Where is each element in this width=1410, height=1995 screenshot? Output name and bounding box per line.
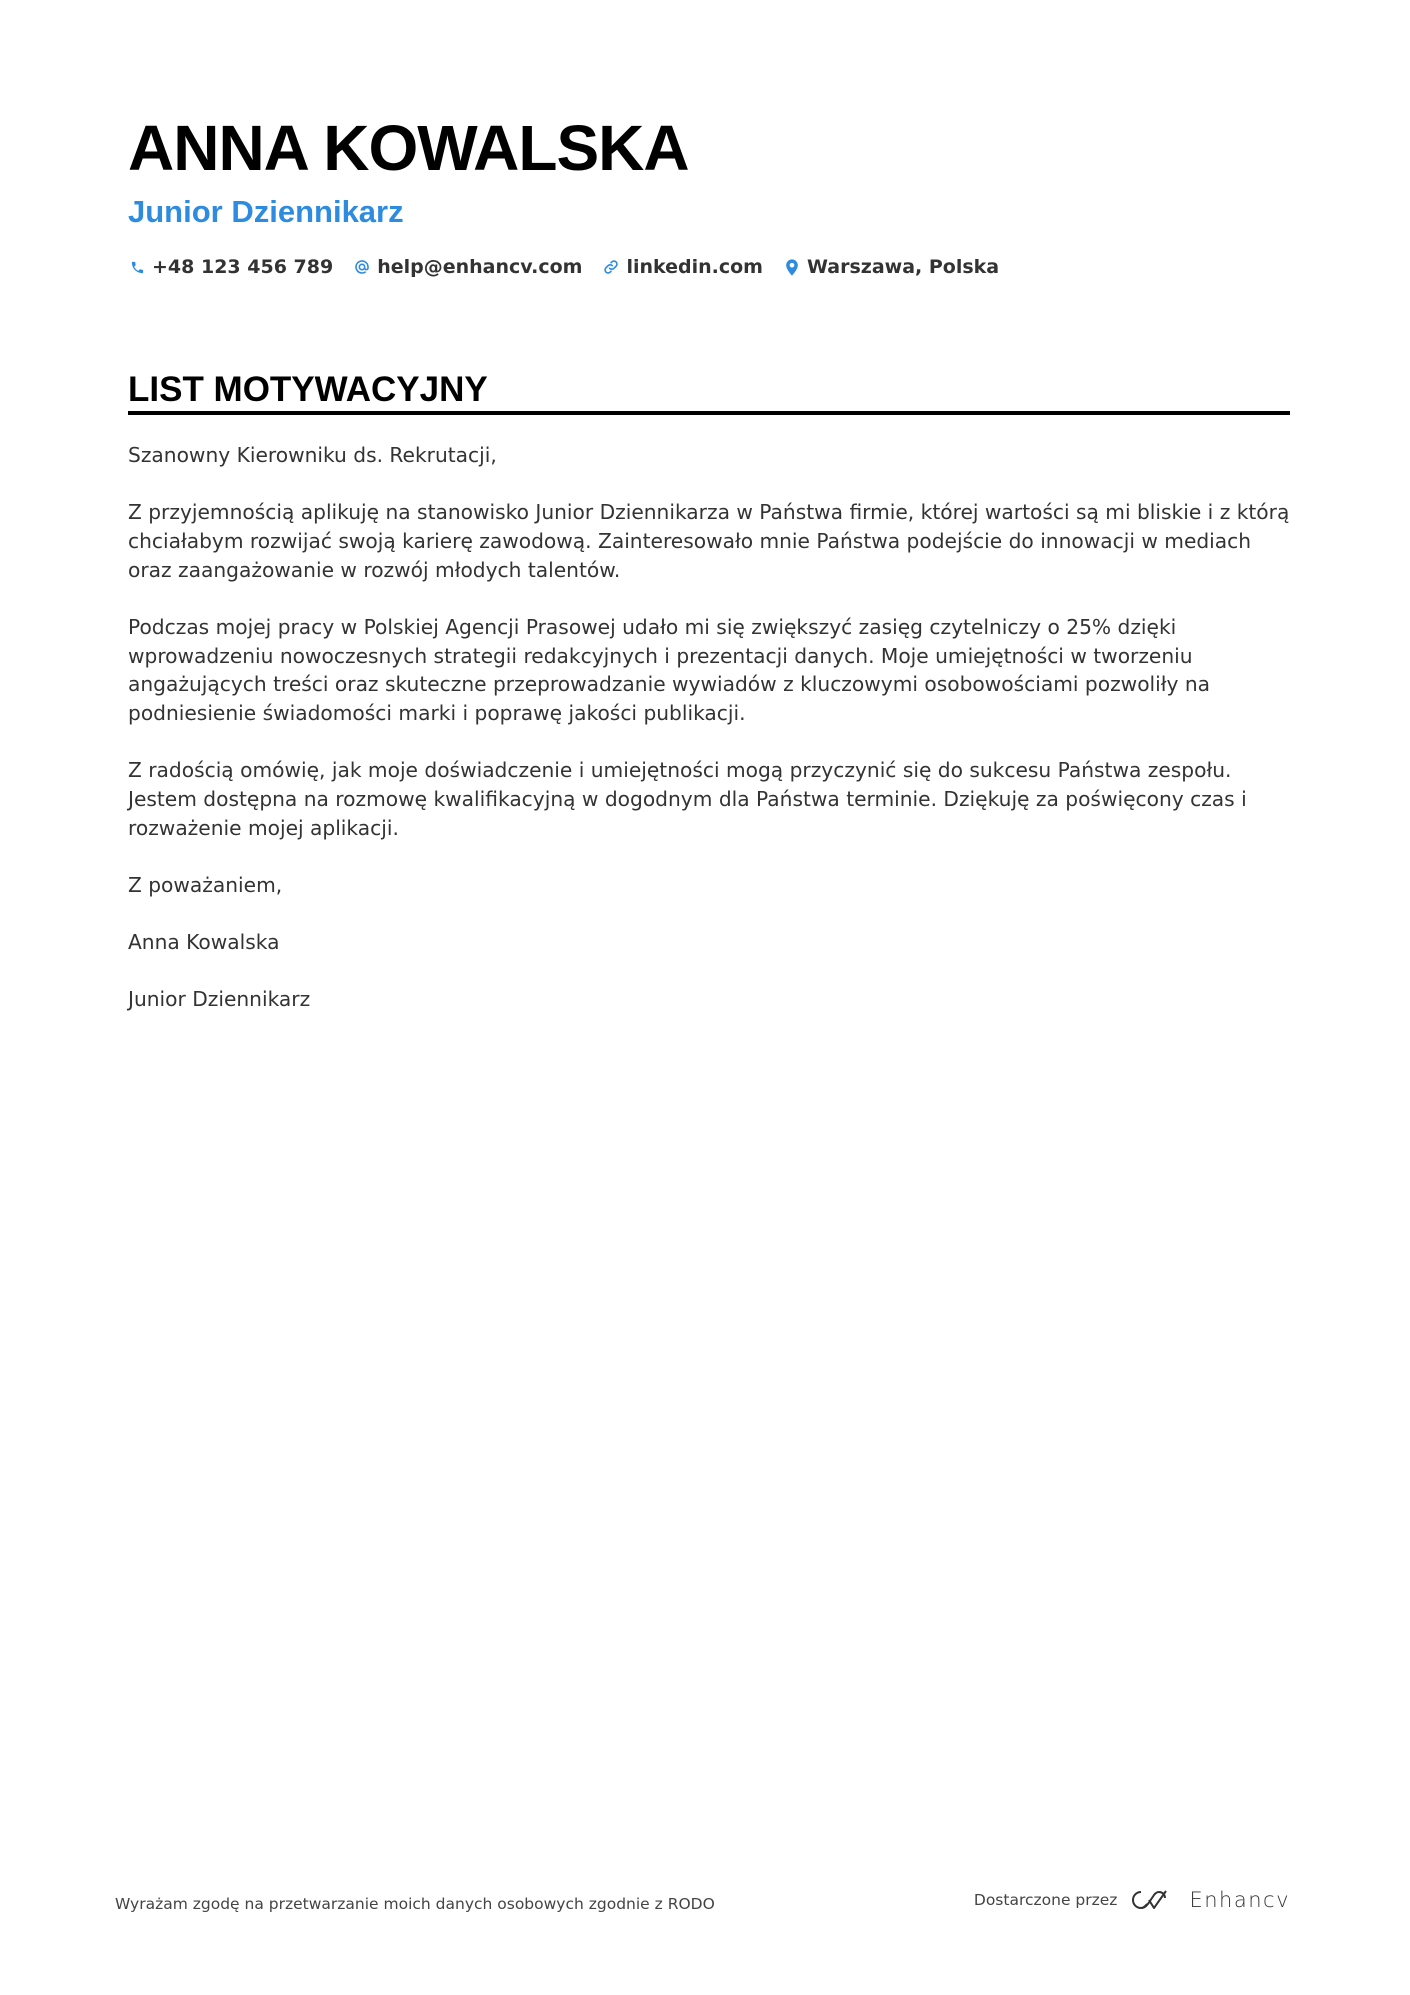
location-pin-icon (783, 258, 801, 276)
letter-paragraph: Podczas mojej pracy w Polskiej Agencji Prasowej udało mi się zwiększyć zasięg czytelniczy o 25% dzięki wprowadzeniu nowoczesnych strategii redakcyjnych i prezentacji danych. Moje umiejętności w tworzeniu angażujących treści oraz skuteczne przeprowadzanie wywiadów z kluczowymi osobowościami pozwoliły na podniesienie świadomości marki i poprawę jakości publikacji. (128, 614, 1211, 725)
candidate-job-title: Junior Dziennikarz (128, 194, 404, 229)
contact-info-row (128, 252, 1019, 282)
enhancv-logo-icon (1129, 1887, 1175, 1913)
link-icon (602, 258, 620, 276)
letter-closing: Z poważaniem, (128, 872, 283, 897)
letter-body (128, 441, 1290, 1042)
signature-name: Anna Kowalska (128, 929, 280, 954)
letter-paragraph: Z radością omówię, jak moje doświadczenie i umiejętności mogą przyczynić się do sukcesu Państwa zespołu. Jestem dostępna na rozmowę kwalifikacyjną w dogodnym dla Państwa terminie. Dziękuję za poświęcony czas i rozważenie mojej aplikacji. (128, 758, 1247, 840)
contact-email-text[interactable]: help@enhancv.com (377, 256, 583, 278)
letter-greeting: Szanowny Kierowniku ds. Rekrutacji, (128, 443, 497, 467)
contact-linkedin[interactable] (602, 256, 763, 278)
phone-icon (128, 258, 146, 276)
at-icon (353, 258, 371, 276)
enhancv-brand-name: Enhancv (1189, 1888, 1290, 1912)
contact-location (783, 256, 999, 278)
contact-location-text: Warszawa, Polska (806, 256, 1000, 278)
contact-phone-text: +48 123 456 789 (152, 256, 334, 278)
section-title: LIST MOTYWACYJNY (128, 370, 488, 409)
candidate-name: ANNA KOWALSKA (128, 112, 689, 184)
contact-linkedin-text[interactable]: linkedin.com (626, 256, 763, 278)
letter-paragraph: Z przyjemnością aplikuję na stanowisko Junior Dziennikarza w Państwa firmie, której wartości są mi bliskie i z którą chciałabym rozwijać swoją karierę zawodową. Zainteresowało mnie Państwa podejście do innowacji w mediach oraz zaangażowanie w rozwój młodych talentów. (128, 500, 1290, 582)
provided-by-label: Dostarczone przez (973, 1891, 1118, 1909)
contact-email[interactable] (353, 256, 582, 278)
section-divider (128, 411, 1290, 415)
gdpr-consent-note: Wyrażam zgodę na przetwarzanie moich danych osobowych zgodnie z RODO (115, 1895, 715, 1913)
contact-phone (128, 256, 333, 278)
signature-title: Junior Dziennikarz (128, 987, 311, 1012)
footer-branding[interactable] (974, 1887, 1290, 1913)
